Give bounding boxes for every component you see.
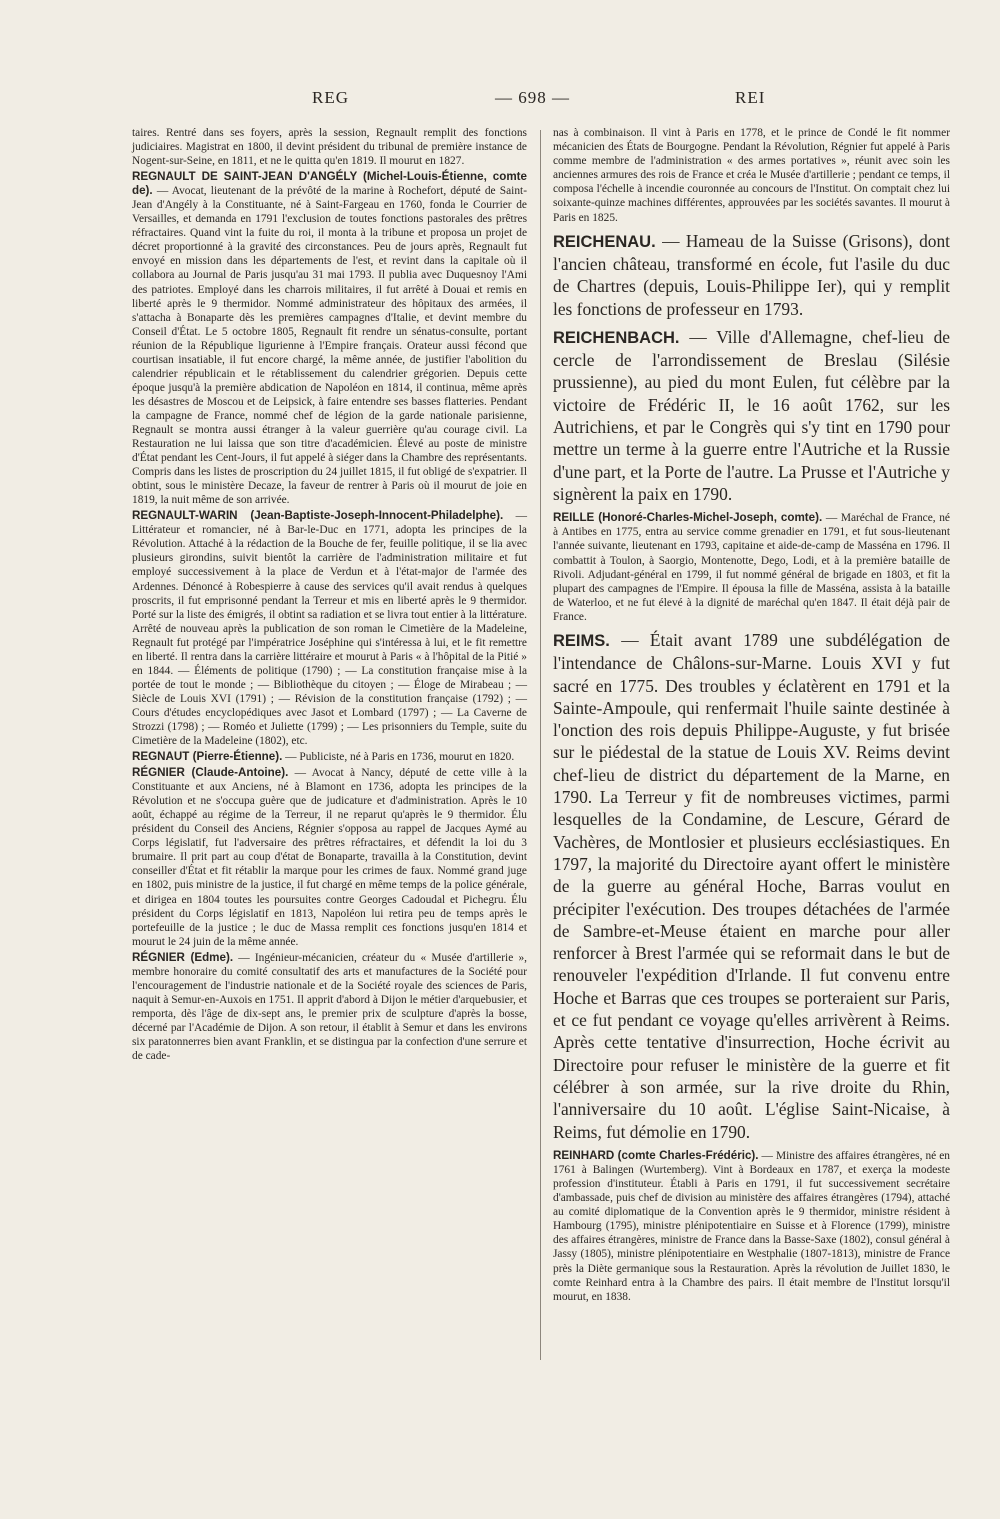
entry-regnier-claude — [132, 766, 527, 949]
entry-reille — [553, 511, 950, 624]
entry-text: — Était avant 1789 une subdélégation de l'intendance de Châlons-sur-Marne. Louis XVI y fut sacré en 1775. Des troubles y éclatèrent en 1791 et la Sainte-Ampoule, qui renfermait l'huile sainte destinée à l'onction des rois depuis Philippe-Auguste, y fut brisée sur le piédestal de la statue de Louis XV. Reims devint chef-lieu de district du département de la Marne, en 1790. La Terreur y fit de nombreuses victimes, parmi lesquelles de la Condamine, de Lescure, Gérard de Vachères, de Montlosier et plusieurs ecclésiastiques. En 1797, la majorité du Directoire ayant offert le ministère de la guerre au général Hoche, Barras voulut en précipiter l'exécution. Des troupes détachées de l'armée de Sambre-et-Meuse étaient en marche pour aller renforcer à Brest l'armée qui se reformait dans le but de renouveler l'expédition d'Irlande. Il fut convenu entre Hoche et Barras que ces troupes se porteraient sur Paris, et ce fut pendant ce voyage qu'elles arrivèrent à Reims. Après cette tentative d'insurrection, Hoche écrivit au Directoire pour refuser le ministère de la guerre et fit célébrer à son armée, sur la rive droite du Rhin, l'anniversaire du 10 août. L'église Saint-Nicaise, à Reims, fut démolie en 1790. — [553, 629, 950, 1142]
left-column — [132, 126, 527, 1065]
entry-headword: REILLE (Honoré-Charles-Michel-Joseph, comte). — [553, 511, 823, 525]
entry-regnaut — [132, 750, 527, 764]
header-left-guideword: REG — [312, 88, 349, 107]
entry-text: — Avocat, lieutenant de la prévôté de la marine à Rochefort, député de Saint-Jean d'Angély à la Constituante, né à Saint-Fargeau en 1760, fonda le Courrier de Versailles, et demanda en 1791 l'exclusion de toutes fonctions pastorales des prêtres réfractaires. Quand vint la fuite du roi, il monta à la tribune et proposa un projet de décret proportionné à la gravité des circonstances. Peu de jours après, Regnault fut envoyé en mission dans les départements de l'est, et revint dans la capitale où il collabora au Journal de Paris jusqu'au 31 mai 1793. Il publia avec Duquesnoy l'Ami des patriotes. Employé dans les charrois militaires, il fut arrêté à Douai et remis en liberté après le 9 thermidor. Nommé administrateur des hôpitaux des armées, il s'attacha à Bonaparte dès les premières campagnes d'Italie, et devint membre du Conseil d'État. Le 5 octobre 1805, Regnault fit rendre un sénatus-consulte, portant réunion de la République ligurienne à l'Empire français. Orateur aussi fécond que courtisan insatiable, il fut encore chargé, la même année, de justifier l'abolition du calendrier républicain et le rétablissement du calendrier grégorien. Depuis cette époque jusqu'à la première abdication de Napoléon en 1814, il continua, même après les désastres de Moscou et de Leipsick, à faire entendre ses basses flatteries. Pendant la campagne de France, nommé chef de légion de la garde nationale parisienne, Regnault se montra aussi étranger à la valeur guerrière qu'au courage civil. La Restauration ne lui laissa que son titre d'académicien. Élevé au poste de ministre d'État pendant les Cent-Jours, il fut appelé à siéger dans la Chambre des représentants. Compris dans les listes de proscription du 24 juillet 1815, il fut obligé de s'expatrier. Il obtint, sous le ministère Decaze, la faveur de rentrer à Paris où il mourut de joie en 1819, la nuit même de son arrivée. — [132, 185, 527, 507]
entry-headword: REGNAUT (Pierre-Étienne). — [132, 750, 283, 764]
entry-text: — Avocat à Nancy, député de cette ville à la Constituante et aux Anciens, né à Blamont en 1736, adopta les principes de la Révolution et ne s'occupa guère que de judicature et d'administration. Après le 10 août, échappé au régime de la Terreur, il ne reparut qu'après le 9 thermidor. Élu président du Conseil des Anciens, Régnier s'opposa au rappel de Jacques Aymé au Corps législatif, fut l'adversaire des prêtres réfractaires, et défendit la loi du 3 brumaire. Il prit part au coup d'état de Bonaparte, travailla à la Constitution, devint conseiller d'État et fit rétablir la marque pour les crimes de faux. Nommé grand juge en 1802, puis ministre de la justice, il fut chargé en même temps de la police générale, et dirigea en 1804 toutes les poursuites contre Georges Cadoudal et Pichegru. Élu président du Corps législatif en 1813, Napoléon lui retira peu de temps après le portefeuille de la justice ; le duc de Massa remplit ces fonctions jusqu'en 1814 et mourut le 24 juin de la même année. — [132, 767, 527, 948]
column-divider — [540, 130, 541, 1360]
entry-headword: REGNAULT DE SAINT-JEAN D'ANGÉLY (Michel-Louis-Étienne, comte de). — [132, 170, 527, 198]
entry-reichenau — [553, 230, 950, 320]
running-head — [0, 88, 1000, 112]
header-right-guideword: REI — [735, 88, 766, 107]
entry-headword: REIMS. — [553, 631, 610, 650]
entry-text: — Ingénieur-mécanicien, créateur du « Musée d'artillerie », membre honoraire du comité consultatif des arts et manufactures de la Société pour l'encouragement de l'industrie nationale et de la Société royale des sciences de Paris, naquit à Semur-en-Auxois en 1751. Il apprit d'abord à Dijon le métier d'arquebusier, et remporta, dès l'âge de dix-sept ans, le premier prix de sculpture d'après la bosse, décerné par l'Académie de Dijon. A son retour, il établit à Semur et dans les environs six paratonnerres bien avant Franklin, et se distingua par la confection d'une serrure et de cade- — [132, 951, 528, 1063]
entry-headword: RÉGNIER (Claude-Antoine). — [132, 766, 289, 780]
entry-text: — Hameau de la Suisse (Grisons), dont l'ancien château, transformé en école, fut l'asile du duc de Chartres (depuis, Louis-Philippe Ier), qui y remplit les fonctions de professeur en 1793. — [553, 230, 950, 319]
entry-reims — [553, 629, 950, 1143]
entry-headword: REICHENBACH. — [553, 328, 680, 347]
entry-headword: RÉGNIER (Edme). — [132, 950, 234, 964]
entry-headword: REINHARD (comte Charles-Frédéric). — [553, 1148, 759, 1162]
entry-text: — Ministre des affaires étrangères, né en 1761 à Balingen (Wurtemberg). Vint à Bordeaux en 1787, et exerça la modeste profession d'instituteur. Établi à Paris en 1791, il fut successivement secrétaire d'ambassade, puis chef de division au ministère des affaires étrangères (1794), attaché au comité diplomatique de la Convention après le 9 thermidor, ministre résident à Hambourg (1795), ministre plénipotentiaire en Suisse et à Florence (1799), ministre des affaires étrangères, ministre de France dans la Basse-Saxe (1802), consul général à Jassy (1805), ministre plénipotentiaire en Westphalie (1807-1813), ministre de France près la Diète germanique sous la Restauration. Après la révolution de Juillet 1830, le comte Reinhard entra à la Chambre des pairs. Il était membre de l'Institut lorsqu'il mourut, en 1838. — [553, 1149, 950, 1303]
entry-text: — Maréchal de France, né à Antibes en 1775, entra au service comme grenadier en 1791, et fut sous-lieutenant l'année suivante, lieutenant en 1793, capitaine et aide-de-camp de Masséna en 1796. Il combattit à Toulon, à Saorgio, Montenotte, Dego, Lodi, et à la première bataille de Rivoli. Adjudant-général en 1799, il fut nommé général de brigade en 1803, et fit la plupart des campagnes de l'Empire. Il épousa la fille de Masséna, assista à la bataille de Waterloo, et ne fut élevé à la dignité de maréchal qu'en 1847. Il était déjà pair de France. — [553, 512, 950, 623]
entry-text: — Ville d'Allemagne, chef-lieu de cercle de l'arrondissement de Breslau (Silésie prussienne), au pied du mont Eulen, fut célèbre par la victoire de Frédéric II, le 16 août 1762, sur les Autrichiens, et par le Congrès qui s'y tint en 1790 pour mettre un terme à la guerre entre l'Autriche et la Russie d'une part, et la Porte de l'autre. La Prusse et l'Autriche y signèrent la paix en 1790. — [553, 326, 951, 504]
entry-continuation: taires. Rentré dans ses foyers, après la session, Regnault remplit des fonctions judiciaires. Magistrat en 1800, il devint président du tribunal de première instance de Nogent-sur-Seine, en 1811, et ne le quitta qu'en 1819. Il mourut en 1827. — [132, 127, 527, 168]
entry-regnault-warin — [132, 509, 527, 748]
entry-regnault-saint-jean — [132, 170, 527, 507]
entry-reichenbach — [553, 326, 950, 505]
entry-text: — Publiciste, né à Paris en 1736, mourut en 1820. — [285, 751, 515, 764]
entry-text: — Littérateur et romancier, né à Bar-le-Duc en 1771, adopta les principes de la Révolution. Attaché à la rédaction de la Bouche de fer, feuille politique, il se lia avec plusieurs girondins, suivit bientôt la carrière de l'administration militaire et fut employé successivement à la place de Verdun et à l'état-major de l'armée des Ardennes. Dénoncé à Robespierre à cause des services qu'il avait rendus à quelques proscrits, il fut emprisonné pendant la Terreur et mis en liberté après le 9 thermidor. Porté sur la liste des émigrés, il obtint sa radiation et se livra tout entier à la littérature. Arrêté de nouveau après la publication de son roman le Cimetière de la Madeleine, Regnault fut protégé par l'impératrice Joséphine qui s'intéressa à lui, et le fit remettre en liberté. Il rentra dans la carrière littéraire et mourut à Paris « à l'hôpital de la Pitié » en 1844. — Éléments de politique (1790) ; — La constitution française mise à la portée de tout le monde ; — Bibliothèque du citoyen ; — Éloge de Mirabeau ; — Siècle de Louis XVI (1791) ; — Révision de la constitution française (1792) ; — Cours d'études encyclopédiques avec Jasot et Lombard (1797) ; — La Caverne de Strozzi (1798) ; — Roméo et Juliette (1799) ; — Les prisonniers du Temple, suite du Cimetière de la Madeleine (1802), etc. — [132, 510, 527, 748]
entry-regnier-edme — [132, 951, 527, 1063]
entry-headword: REICHENAU. — [553, 232, 656, 251]
page-number: — 698 — — [495, 88, 570, 107]
entry-continuation: nas à combinaison. Il vint à Paris en 1778, et le prince de Condé le fit nommer mécanicien des États de Bourgogne. Pendant la Révolution, Régnier fut appelé à Paris comme membre de l'administration « des armes portatives », réunit avec soin les anciennes armures des rois de France et créa le Musée d'artillerie ; pendant ce temps, il composa l'échelle à incendie couronnée au concours de l'Institut. On comptait chez lui soixante-quinze machines différentes, approuvées par les sociétés savantes. Il mourut à Paris en 1825. — [553, 127, 950, 224]
entry-reinhard — [553, 1149, 950, 1304]
entry-headword: REGNAULT-WARIN (Jean-Baptiste-Joseph-Innocent-Philadelphe). — [132, 509, 504, 523]
right-column — [553, 126, 950, 1309]
